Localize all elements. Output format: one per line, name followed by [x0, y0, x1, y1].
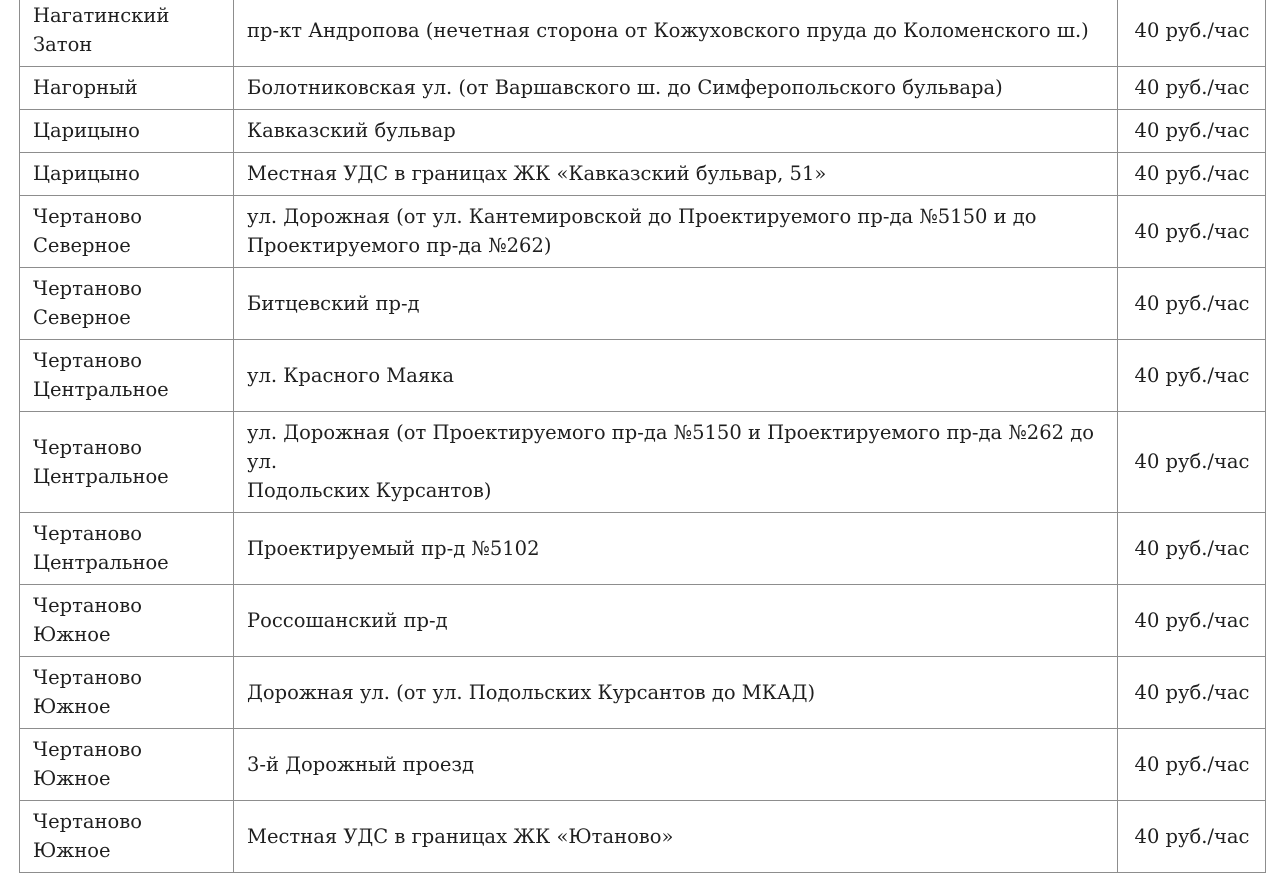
hourly-rate: 40 руб./час [1134, 162, 1250, 185]
price-cell [1118, 585, 1266, 657]
street-cell [234, 153, 1118, 196]
table-row [20, 153, 1266, 196]
district-name: Затон [33, 33, 93, 56]
district-name: Чертаново Южное [33, 738, 142, 790]
table-body [20, 0, 1266, 873]
district-name: Северное [33, 234, 131, 257]
district-cell [20, 801, 234, 873]
street-description: Местная УДС в границах ЖК «Кавказский бульвар, 51» [247, 162, 827, 185]
street-description: Подольских Курсантов) [247, 479, 492, 502]
street-cell [234, 110, 1118, 153]
street-cell [234, 67, 1118, 110]
hourly-rate: 40 руб./час [1134, 680, 1250, 704]
district-name: Северное [33, 306, 131, 329]
street-description: ул. Красного Маяка [247, 363, 454, 387]
street-description: Россошанский пр-д [247, 608, 448, 632]
district-cell [20, 513, 234, 585]
district-cell [20, 412, 234, 513]
district-name: Чертаново [33, 277, 142, 300]
table-row [20, 657, 1266, 729]
district-name: Чертаново [33, 205, 142, 228]
district-cell [20, 153, 234, 196]
price-cell [1118, 340, 1266, 412]
price-cell [1118, 67, 1266, 110]
street-description: Проектируемого пр-да №262) [247, 234, 552, 257]
street-cell [234, 0, 1118, 67]
street-description: Кавказский бульвар [247, 119, 456, 142]
district-name: Центральное [33, 378, 169, 401]
price-cell [1118, 110, 1266, 153]
table-row [20, 412, 1266, 513]
district-cell [20, 67, 234, 110]
street-cell [234, 729, 1118, 801]
table-row [20, 0, 1266, 67]
street-cell [234, 412, 1118, 513]
hourly-rate: 40 руб./час [1134, 219, 1250, 243]
price-cell [1118, 513, 1266, 585]
hourly-rate: 40 руб./час [1134, 536, 1250, 560]
parking-tariff-table [19, 0, 1266, 873]
street-description: Проектируемый пр-д №5102 [247, 536, 540, 560]
district-name: Чертаново [33, 349, 142, 372]
street-description: пр-кт Андропова (нечетная сторона от Кожуховского пруда до Коломенского ш.) [247, 18, 1089, 42]
hourly-rate: 40 руб./час [1134, 824, 1250, 848]
street-cell [234, 268, 1118, 340]
district-cell [20, 340, 234, 412]
district-name: Нагорный [33, 76, 138, 99]
street-cell [234, 340, 1118, 412]
district-name: Нагатинский [33, 4, 170, 27]
price-cell [1118, 657, 1266, 729]
street-description: ул. Дорожная (от ул. Кантемировской до Проектируемого пр-да №5150 и до [247, 205, 1037, 228]
hourly-rate: 40 руб./час [1134, 363, 1250, 387]
price-cell [1118, 412, 1266, 513]
district-cell [20, 196, 234, 268]
hourly-rate: 40 руб./час [1134, 608, 1250, 632]
street-description: Болотниковская ул. (от Варшавского ш. до Симферопольского бульвара) [247, 76, 1003, 99]
district-cell [20, 585, 234, 657]
table-row [20, 110, 1266, 153]
street-description: Местная УДС в границах ЖК «Ютаново» [247, 824, 674, 848]
price-cell [1118, 268, 1266, 340]
district-name: Чертаново Южное [33, 594, 142, 646]
district-cell [20, 657, 234, 729]
price-cell [1118, 153, 1266, 196]
price-cell [1118, 196, 1266, 268]
district-name: Царицыно [33, 162, 140, 185]
district-cell [20, 0, 234, 67]
street-cell [234, 513, 1118, 585]
district-cell [20, 110, 234, 153]
street-cell [234, 657, 1118, 729]
hourly-rate: 40 руб./час [1134, 450, 1250, 473]
hourly-rate: 40 руб./час [1134, 752, 1250, 776]
hourly-rate: 40 руб./час [1134, 76, 1250, 99]
table-row [20, 801, 1266, 873]
district-name: Чертаново [33, 522, 142, 545]
street-cell [234, 196, 1118, 268]
street-cell [234, 801, 1118, 873]
district-cell [20, 729, 234, 801]
street-description: Битцевский пр-д [247, 291, 420, 315]
district-name: Чертаново Южное [33, 810, 142, 862]
table-row [20, 196, 1266, 268]
street-description: 3-й Дорожный проезд [247, 752, 475, 776]
table-row [20, 729, 1266, 801]
street-description: Дорожная ул. (от ул. Подольских Курсантов до МКАД) [247, 680, 816, 704]
table-row [20, 268, 1266, 340]
table-row [20, 585, 1266, 657]
table-row [20, 67, 1266, 110]
district-name: Чертаново Южное [33, 666, 142, 718]
district-name: Центральное [33, 464, 169, 488]
street-cell [234, 585, 1118, 657]
price-cell [1118, 801, 1266, 873]
hourly-rate: 40 руб./час [1134, 291, 1250, 315]
district-name: Чертаново [33, 435, 142, 459]
price-cell [1118, 0, 1266, 67]
street-description: ул. Дорожная (от Проектируемого пр-да №5150 и Проектируемого пр-да №262 до ул. [247, 421, 1094, 473]
price-cell [1118, 729, 1266, 801]
hourly-rate: 40 руб./час [1134, 119, 1250, 142]
table-row [20, 340, 1266, 412]
district-cell [20, 268, 234, 340]
district-name: Царицыно [33, 119, 140, 142]
table-row [20, 513, 1266, 585]
district-name: Центральное [33, 551, 169, 574]
hourly-rate: 40 руб./час [1134, 18, 1250, 42]
